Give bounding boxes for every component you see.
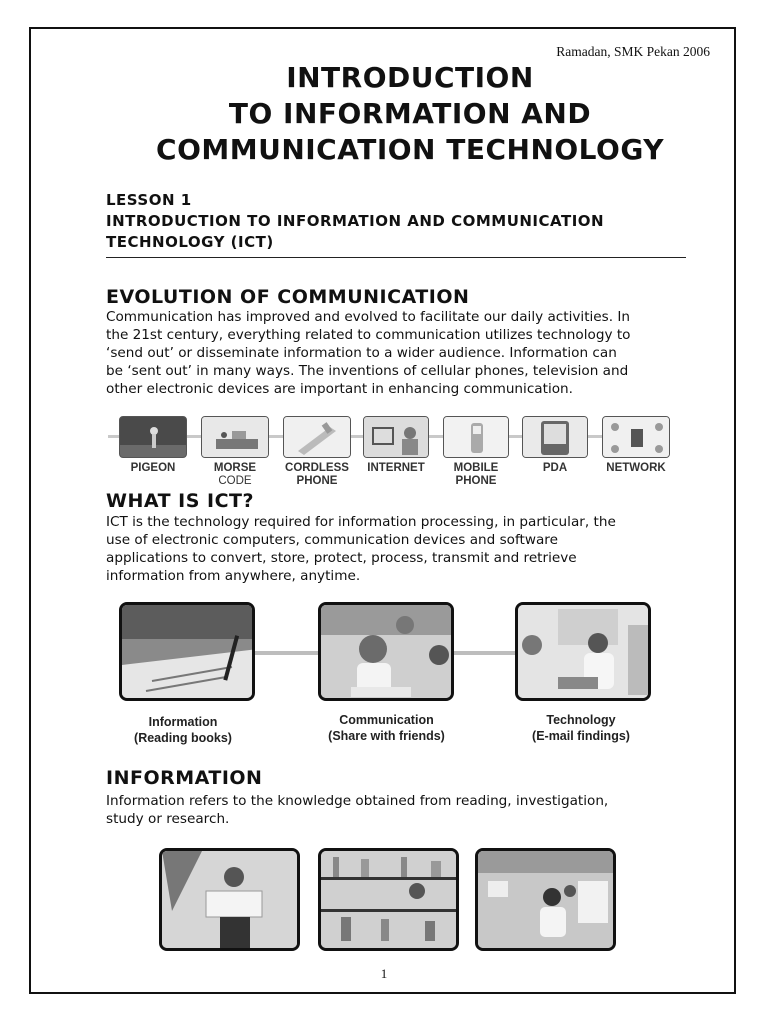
ict-photo-caption-technology: [506, 712, 656, 744]
reading-newspaper-photo: [159, 848, 300, 951]
pigeon-image: [119, 416, 187, 458]
strip-label-mobile-phone: MOBILE PHONE: [453, 462, 499, 487]
ict-line: information from anywhere, anytime.: [106, 568, 361, 584]
information-line: Information refers to the knowledge obtained from reading, investigation,: [106, 793, 609, 809]
information-paragraph: [106, 792, 706, 828]
communication-photo: [318, 602, 454, 701]
title-line-1: INTRODUCTION: [286, 61, 534, 94]
lesson-title-line-2: TECHNOLOGY (ICT): [106, 233, 274, 251]
internet-image: [363, 416, 429, 458]
photo-title: Information: [148, 715, 218, 729]
technology-photo: [515, 602, 651, 701]
author-credit: Ramadan, SMK Pekan 2006: [556, 44, 710, 59]
photo-subtitle: (E-mail findings): [532, 729, 630, 743]
section-heading-ict: WHAT IS ICT?: [106, 490, 255, 512]
pda-image: [522, 416, 588, 458]
photo-subtitle: (Share with friends): [328, 729, 445, 743]
ict-line: ICT is the technology required for information processing, in particular, the: [106, 514, 616, 530]
strip-label-cordless-phone: CORDLESS PHONE: [285, 462, 349, 487]
divider-rule: [106, 257, 686, 258]
information-line: study or research.: [106, 811, 230, 827]
section-heading-information: INFORMATION: [106, 767, 263, 789]
morse-code-image: [201, 416, 269, 458]
title-line-3: COMMUNICATION TECHNOLOGY: [156, 133, 664, 166]
mobile-phone-image: [443, 416, 509, 458]
evolution-line: other electronic devices are important in enhancing communication.: [106, 381, 573, 397]
laboratory-photo: [318, 848, 459, 951]
title-line-2: TO INFORMATION AND: [228, 97, 592, 130]
evolution-line: the 21st century, everything related to communication utilizes technology to: [106, 327, 631, 343]
evolution-paragraph: [106, 308, 706, 398]
cordless-phone-image: [283, 416, 351, 458]
lesson-title-line-1: INTRODUCTION TO INFORMATION AND COMMUNICATION: [106, 212, 605, 230]
evolution-line: Communication has improved and evolved to facilitate our daily activities. In: [106, 309, 631, 325]
strip-label-pigeon: PIGEON: [130, 462, 176, 474]
ict-line: applications to convert, store, protect, process, transmit and retrieve: [106, 550, 577, 566]
page-number: 1: [380, 966, 388, 981]
ict-paragraph: [106, 513, 706, 585]
information-photo: [119, 602, 255, 701]
strip-label-pda: PDA: [542, 462, 568, 474]
strip-label-morse-code: MORSE CODE: [213, 462, 257, 487]
ict-photo-caption-communication: [309, 712, 464, 744]
ict-photo-caption-information: [108, 714, 258, 746]
evolution-line: ‘send out’ or disseminate information to a wider audience. Information can: [106, 345, 617, 361]
photo-title: Communication: [339, 713, 434, 727]
ict-line: use of electronic computers, communication devices and software: [106, 532, 558, 548]
strip-label-network: NETWORK: [606, 462, 666, 474]
document-title: [60, 60, 760, 168]
photo-title: Technology: [546, 713, 616, 727]
evolution-line: be ‘sent out’ in many ways. The inventions of cellular phones, television and: [106, 363, 629, 379]
section-heading-evolution: EVOLUTION OF COMMUNICATION: [106, 286, 470, 308]
computer-lab-photo: [475, 848, 616, 951]
lesson-number: LESSON 1: [106, 191, 192, 209]
lesson-header: [106, 190, 604, 253]
photo-subtitle: (Reading books): [134, 731, 232, 745]
network-image: [602, 416, 670, 458]
strip-label-internet: INTERNET: [367, 462, 425, 474]
